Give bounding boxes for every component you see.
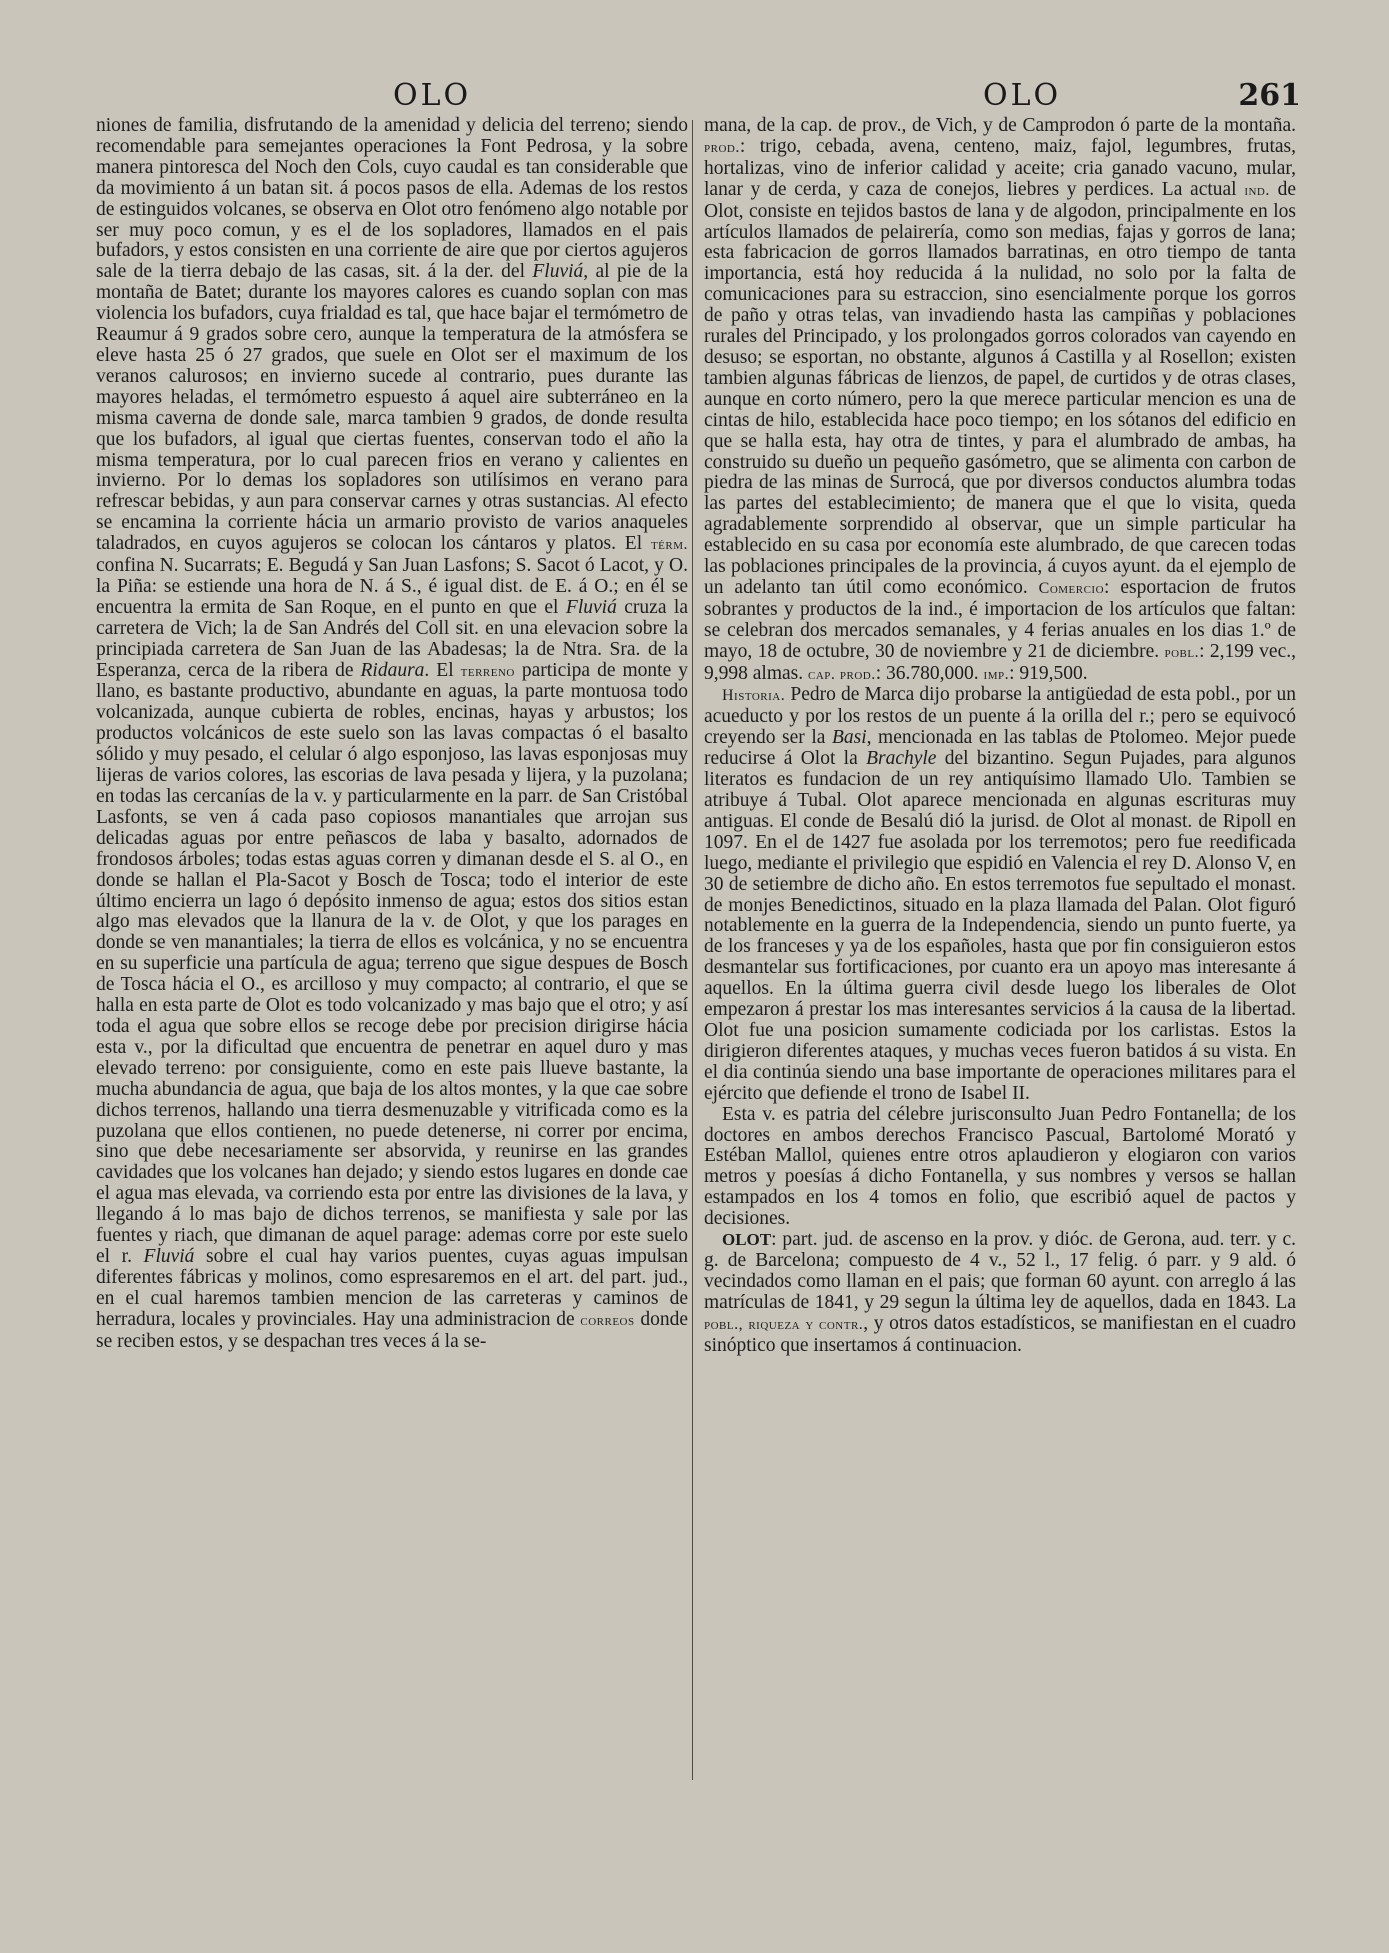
running-head-right: OLO [983, 78, 1062, 113]
column-divider [692, 120, 693, 1780]
page-header [95, 78, 1301, 118]
left-column [96, 116, 688, 1816]
page-number: 261 [1238, 78, 1301, 113]
right-column [704, 116, 1296, 1816]
right-paragraph-products: mana, de la cap. de prov., de Vich, y de Camprodon ó parte de la montaña. prod.: trigo, cebada, avena, centeno, maiz, fajol, legumbres, frutas, hortalizas, vino de inferior calidad y aceite; cria ganado vacuno, mular, lanar y de cerda, y caza de conejos, liebres y perdices. La actual ind. de Olot, consiste en tejidos bastos de lana y de algodon, principalmente en los artículos llamados de pelairería, como son medias, fajas y gorros de lana; esta fabricacion de gorros llamados barratinas, en otro tiempo de tanta importancia, está hoy reducida á la nulidad, no solo por la falta de comunicaciones para su estraccion, sino esencialmente porque los gorros de paño y otras telas, van invadiendo hasta las campiñas y poblaciones rurales del Principado, y los prolongados gorros colorados van cayendo en desuso; se esportan, no obstante, algunos á Castilla y al Rosellon; existen tambien algunas fábricas de lienzos, de papel, de curtidos y de otras clases, aunque en corto número, pero la que merece particular mencion es una de cintas de hilo, establecida hace poco tiempo; en los sótanos del edificio en que se halla esta, hay otra de tintes, y para el alumbrado de ambas, ha construido su dueño un pequeño gasómetro, que se alimenta con carbon de piedra de las minas de Surrocá, que por diversos conductos alumbra todas las partes del establecimiento; de manera que el que lo visita, queda agradablemente sorprendido al observar, que un simple particular ha establecido en su casa por economía este alumbrado, de que carecen todas las poblaciones principales de la provincia, á cuyos ayunt. da el ejemplo de un adelanto tan útil como económico. Comercio: esportacion de frutos sobrantes y productos de la ind., é importacion de los artículos que faltan: se celebran dos mercados semanales, y 4 ferias anuales en los dias 1.º de mayo, 18 de octubre, 30 de noviembre y 21 de diciembre. pobl.: 2,199 vec., 9,998 almas. cap. prod.: 36.780,000. imp.: 919,500. [704, 116, 1296, 684]
running-head-left: OLO [393, 78, 472, 113]
right-paragraph-historia: Historia. Pedro de Marca dijo probarse la antigüedad de esta pobl., por un acueducto y por los restos de un puente á la orilla del r.; pero se equivocó creyendo ser la Basi, mencionada en las tablas de Ptolomeo. Mejor puede reducirse á Olot la Brachyle del bizantino. Segun Pujades, para algunos literatos es fundacion de un rey antiquísimo llamado Ulo. Tambien se atribuye á Tubal. Olot aparece mencionada en algunas escrituras muy antiguas. El conde de Besalú dió la jurisd. de Olot al monast. de Ripoll en 1097. En el de 1427 fue asolada por los terremotos; pero fue reedificada luego, mediante el privilegio que espidió en Valencia el rey D. Alonso V, en 30 de setiembre de dicho año. En estos terremotos fue sepultado el monast. de monjes Benedictinos, situado en la plaza llamada del Palan. Olot figuró notablemente en la guerra de la Independencia, siendo un punto fuerte, ya de los franceses y ya de los españoles, hasta que por fin consiguieron estos desmantelar sus fortificaciones, por cuanto era un apoyo mas interesante á aquellos. En la última guerra civil desde luego los liberales de Olot empezaron á prestar los mas interesantes servicios á la causa de la libertad. Olot fue una posicion sumamente codiciada por los carlistas. Estos la dirigieron diferentes ataques, y muchas veces fueron batidos á su vista. En el dia continúa siendo una base importante de operaciones militares para el ejército que defiende el trono de Isabel II. [704, 684, 1296, 1104]
left-paragraph: niones de familia, disfrutando de la amenidad y delicia del terreno; siendo recomendable para semejantes operaciones la Font Pedrosa, y la sobre manera pintoresca del Noch den Cols, cuyo caudal es tan considerable que da movimiento á un batan sit. á pocos pasos de ella. Ademas de los restos de estinguidos volcanes, se observa en Olot otro fenómeno algo notable por ser muy poco comun, y es el de los sopladores, llamados en el pais bufadors, y estos consisten en una corriente de aire que por ciertos agujeros sale de la tierra debajo de las casas, sit. á la der. del Fluviá, al pie de la montaña de Batet; durante los mayores calores es cuando soplan con mas violencia los bufadors, cuya frialdad es tal, que hace bajar el termómetro de Reaumur á 9 grados sobre cero, aunque la temperatura de la atmósfera se eleve hasta 25 ó 27 grados, que suele en Olot ser el maximum de los veranos calurosos; en invierno sucede al contrario, pues durante las mayores heladas, el termómetro espuesto á aquel aire subterráneo en la misma caverna de donde sale, marca tambien 9 grados, de donde resulta que los bufadors, al igual que ciertas fuentes, conservan todo el año la misma temperatura, por lo cual parecen frios en verano y calientes en invierno. Por lo demas los sopladores son utilísimos en verano para refrescar bebidas, y aun para conservar carnes y otras sustancias. Al efecto se encamina la corriente hácia un armario provisto de varios anaqueles taladrados, en cuyos agujeros se colocan los cántaros y platos. El térm. confina N. Sucarrats; E. Begudá y San Juan Lasfons; S. Sacot ó Lacot, y O. la Piña: se estiende una hora de N. á S., é igual dist. de E. á O.; en él se encuentra la ermita de San Roque, en el punto en que el Fluviá cruza la carretera de Vich; la de San Andrés del Coll sit. en una elevacion sobre la principiada carretera de San Juan de las Abadesas; la de Ntra. Sra. de la Esperanza, cerca de la ribera de Ridaura. El terreno participa de monte y llano, es bastante productivo, abundante en aguas, la parte montuosa todo volcanizada, aunque cubierta de robles, encinas, hayas y arbustos; los productos volcánicos de este suelo son las lavas compactas ó el basalto sólido y muy pesado, el celular ó algo esponjoso, las lavas esponjosas muy lijeras de varios colores, las escorias de lava pesada y lijera, y la puzolana; en todas las cercanías de la v. y particularmente en la parr. de San Cristóbal Lasfonts, se ven á cada paso copiosos manantiales que arrojan sus delicadas aguas por entre peñascos de laba y basalto, adornados de frondosos árboles; todas estas aguas corren y dimanan desde el S. al O., en donde se hallan el Pla-Sacot y Bosch de Tosca; todo el interior de este último encierra un lago ó depósito inmenso de agua; estos dos sitios estan algo mas elevados que la llanura de la v. de Olot, y que los parages en donde se ven manantiales; la tierra de ellos es volcánica, y no se encuentra en su superficie una partícula de agua; terreno que sigue despues de Bosch de Tosca hácia el O., es arcilloso y muy compacto; al contrario, el que se halla en esta parte de Olot es todo volcanizado y mas bajo que el otro; y así toda el agua que sobre ellos se recoge debe por precision dirigirse hácia esta v., por la dificultad que encuentra de penetrar en aquel duro y mas elevado terreno: por consiguiente, como en este pais llueve bastante, la mucha abundancia de agua, que baja de los altos montes, y la que cae sobre dichos terrenos, hallando una tierra desmenuzable y vitrificada como es la puzolana que ellos contienen, no puede detenerse, ni correr por encima, sino que debe necesariamente ser absorvida, y reunirse en las grandes cavidades que los volcanes han dejado; y siendo estos lugares en donde cae el agua mas elevada, va corriendo esta por entre las divisiones de la lava, y llegando á lo mas bajo de dichos terrenos, se manifiesta y sale por las fuentes y riach, que dimanan de aquel parage: ademas corre por este suelo el r. Fluviá sobre el cual hay varios puentes, cuyas aguas impulsan diferentes fábricas y molinos, como espresaremos en el art. del part. jud., en el cual haremos tambien mencion de las carreteras y caminos de herradura, locales y provinciales. Hay una administracion de correos donde se reciben estos, y se despachan tres veces á la se- [96, 116, 688, 1352]
right-paragraph-patria: Esta v. es patria del célebre jurisconsulto Juan Pedro Fontanella; de los doctores en ambos derechos Francisco Pascual, Bartolomé Morató y Estéban Mallol, quienes entre otros aplaudieron y elogiaron con varios metros y poesías á dicho Fontanella, y sus nombres y versos se hallan estampados en los 4 tomos en folio, que escribió aquel de pactos y decisiones. [704, 1103, 1296, 1230]
right-paragraph-olot: OLOT: part. jud. de ascenso en la prov. y dióc. de Gerona, aud. terr. y c. g. de Barcelona; compuesto de 4 v., 52 l., 17 felig. ó parr. y 9 ald. ó vecindados como llaman en el pais; que forman 60 ayunt. con arreglo á las matrículas de 1841, y 29 segun la última ley de aquellos, dada en 1843. La pobl., riqueza y contr., y otros datos estadísticos, se manifiestan en el cuadro sinóptico que insertamos á continuacion. [704, 1229, 1296, 1356]
